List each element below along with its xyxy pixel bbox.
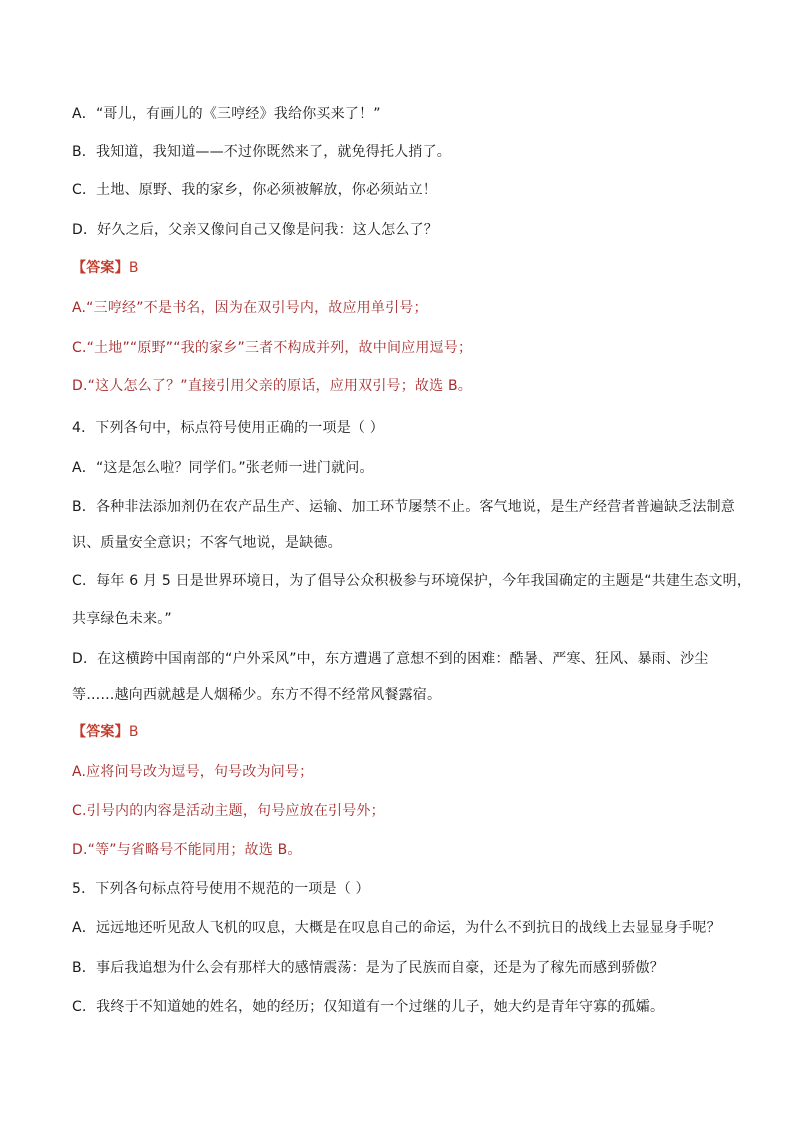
q4-option-d-line1: D．在这横跨中国南部的“户外采风”中，东方遭遇了意想不到的困难：酷暑、严寒、狂风、暴雨、沙尘 (72, 651, 709, 667)
q4-answer-heading (72, 722, 732, 742)
q4-explanation-c: C.引号内的内容是活动主题，句号应放在引号外； (72, 803, 385, 819)
q4-stem: 4．下列各句中，标点符号使用正确的一项是（ ） (72, 420, 384, 436)
answer-label: 【答案】 (72, 724, 129, 740)
q4-explanation-a: A.应将问号改为逗号，句号改为问号； (72, 764, 314, 780)
q3-option-b: B．我知道，我知道——不过你既然来了，就免得托人捎了。 (72, 144, 452, 160)
q5-option-a: A．远远地还听见敌人飞机的叹息，大概是在叹息自己的命运，为什么不到抗日的战线上去显显身手呢？ (72, 920, 721, 936)
q3-explanation-d: D.“这人怎么了？”直接引用父亲的原话，应用双引号；故选 B。 (72, 378, 472, 394)
q4-option-b-line1: B．各种非法添加剂仍在农产品生产、运输、加工环节屡禁不止。客气地说，是生产经营者普遍缺乏法制意 (72, 499, 736, 515)
answer-label: 【答案】 (72, 260, 129, 276)
q3-answer-heading (72, 258, 732, 278)
q4-option-b-line2: 识、质量安全意识；不客气地说，是缺德。 (72, 535, 342, 551)
q3-explanation-a: A.“三哼经”不是书名，因为在双引号内，故应用单引号； (72, 300, 428, 316)
answer-letter: B (128, 724, 139, 740)
q5-option-b: B．事后我追想为什么会有那样大的感情震荡：是为了民族而自豪，还是为了稼先而感到骄傲？ (72, 960, 665, 976)
q3-option-d: D．好久之后，父亲又像问自己又像是问我：这人怎么了？ (72, 222, 438, 238)
q4-option-c-line1: C．每年 6 月 5 日是世界环境日，为了倡导公众积极参与环境保护，今年我国确定的主题是“共建生态文明， (72, 573, 752, 589)
q3-option-a: A．“哥儿，有画儿的《三哼经》我给你买来了！” (72, 106, 381, 122)
q3-option-c: C．土地、原野、我的家乡，你必须被解放，你必须站立！ (72, 182, 437, 198)
q4-explanation-d: D.“等”与省略号不能同用；故选 B。 (72, 842, 302, 858)
q5-option-c: C．我终于不知道她的姓名，她的经历；仅知道有一个过继的儿子，她大约是青年守寡的孤孀。 (72, 999, 665, 1015)
q3-explanation-c: C.“土地”“原野”“我的家乡”三者不构成并列，故中间应用逗号； (72, 340, 473, 356)
q4-option-c-line2: 共享绿色未来。” (72, 611, 172, 627)
q4-option-d-line2: 等……越向西就越是人烟稀少。东方不得不经常风餐露宿。 (72, 687, 442, 703)
answer-letter: B (128, 260, 139, 276)
q4-option-a: A．“这是怎么啦？同学们。”张老师一进门就问。 (72, 460, 374, 476)
q5-stem: 5．下列各句标点符号使用不规范的一项是（ ） (72, 881, 370, 897)
